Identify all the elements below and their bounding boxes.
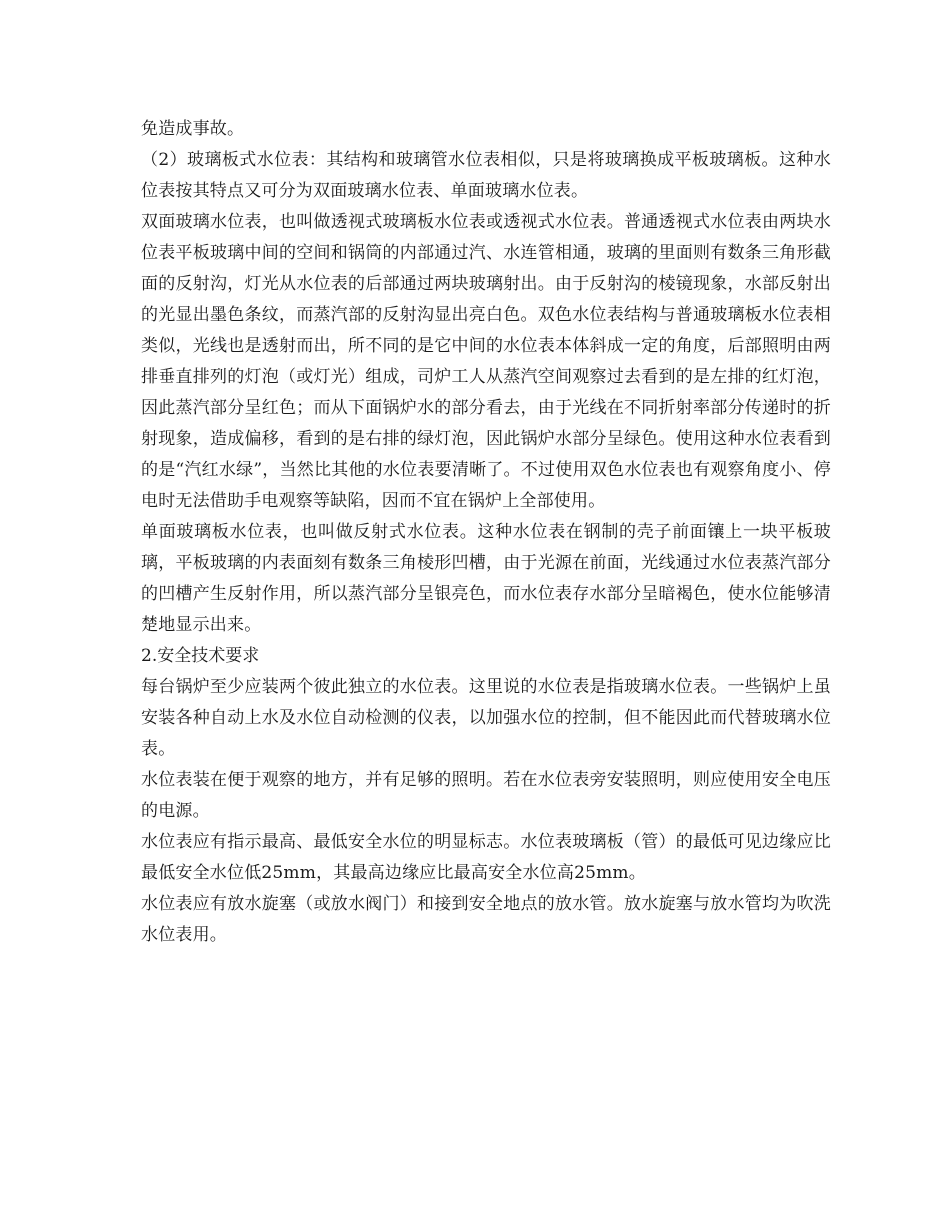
paragraph-drain-cock: 水位表应有放水旋塞（或放水阀门）和接到安全地点的放水管。放水旋塞与放水管均为吹洗水位表用。 [141, 894, 831, 945]
paragraph-gauge-location: 水位表装在便于观察的地方，并有足够的照明。若在水位表旁安装照明，则应使用安全电压的电源。 [141, 770, 831, 821]
paragraph-double-sided-gauge: 双面玻璃水位表，也叫做透视式玻璃板水位表或透视式水位表。普通透视式水位表由两块水位表平板玻璃中间的空间和锅筒的内部通过汽、水连管相通，玻璃的里面则有数条三角形截面的反射沟，灯光从水位表的后部通过两块玻璃射出。由于反射沟的棱镜现象，水部反射出的光显出墨色条纹，而蒸汽部的反射沟显出亮白色。双色水位表结构与普通玻璃板水位表相类似，光线也是透射而出，所不同的是它中间的水位表本体斜成一定的角度，后部照明由两排垂直排列的灯泡（或灯光）组成，司炉工人从蒸汽空间观察过去看到的是左排的红灯泡，因此蒸汽部分呈红色；而从下面锅炉水的部分看去，由于光线在不同折射率部分传递时的折射现象，造成偏移，看到的是右排的绿灯泡，因此锅炉水部分呈绿色。使用这种水位表看到的是“汽红水绿”，当然比其他的水位表要清晰了。不过使用双色水位表也有观察角度小、停电时无法借助手电观察等缺陷，因而不宜在锅炉上全部使用。 [141, 212, 831, 511]
section-heading-safety-requirements: 2.安全技术要求 [141, 646, 260, 666]
paragraph-glass-plate-gauge: （2）玻璃板式水位表：其结构和玻璃管水位表相似，只是将玻璃换成平板玻璃板。这种水位表按其特点又可分为双面玻璃水位表、单面玻璃水位表。 [141, 150, 831, 201]
paragraph-single-sided-gauge: 单面玻璃板水位表，也叫做反射式水位表。这种水位表在钢制的壳子前面镶上一块平板玻璃，平板玻璃的内表面刻有数条三角棱形凹槽，由于光源在前面，光线通过水位表蒸汽部分的凹槽产生反射作用，所以蒸汽部分呈银亮色，而水位表存水部分呈暗褐色，使水位能够清楚地显示出来。 [141, 522, 831, 635]
paragraph-continuation: 免造成事故。 [141, 119, 245, 139]
paragraph-two-gauges: 每台锅炉至少应装两个彼此独立的水位表。这里说的水位表是指玻璃水位表。一些锅炉上虽安装各种自动上水及水位自动检测的仪表，以加强水位的控制，但不能因此而代替玻璃水位表。 [141, 677, 831, 759]
paragraph-water-level-marks: 水位表应有指示最高、最低安全水位的明显标志。水位表玻璃板（管）的最低可见边缘应比最低安全水位低25mm，其最高边缘应比最高安全水位高25mm。 [141, 832, 831, 883]
document-body [141, 114, 831, 951]
